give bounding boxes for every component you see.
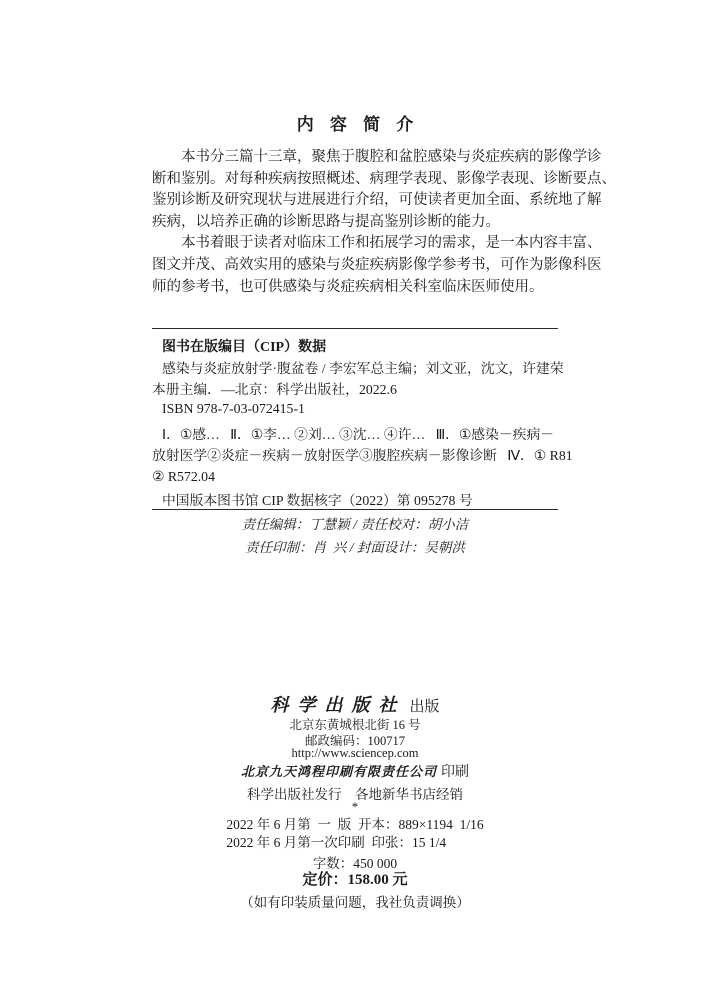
publisher-name: 科学出版社 (270, 695, 406, 715)
divider-rule-top (152, 328, 558, 329)
cip-record-number: 中国版本图书馆 CIP 数据核字（2022）第 095278 号 (162, 493, 473, 508)
edition-info (152, 816, 558, 852)
publisher-postal-code: 邮政编码：100717 (304, 734, 405, 748)
publisher-line (152, 691, 558, 717)
asterisk-separator: * (351, 799, 359, 814)
cip-entry-line: 感染与炎症放射学·腹盆卷 / 李宏军总主编；刘文亚，沈文，许建荣 (162, 361, 564, 376)
credit-print-design: 责任印制：肖 兴 / 封面设计：吴朝洪 (245, 539, 465, 555)
intro-paragraph-line: 断和鉴别。对每种疾病按照概述、病理学表现、影像学表现、诊断要点、 (152, 170, 616, 187)
printing-line: 2022 年 6 月第一次印刷 印张：15 1/4 (226, 834, 447, 850)
intro-paragraph-line: 鉴别诊断及研究现状与进展进行介绍，可使读者更加全面、系统地了解 (152, 192, 602, 209)
staff-credits (152, 514, 558, 559)
cip-classification-line: ② R572.04 (152, 469, 215, 484)
cip-classification-line: 放射医学②炎症－疾病－放射医学③腹腔疾病－影像诊断 Ⅳ．① R81 (152, 448, 573, 463)
publisher-address: 北京东黄城根北街 16 号 (289, 718, 421, 732)
intro-paragraph-line: 师的参考书，也可供感染与炎症疾病相关科室临床医师使用。 (152, 278, 544, 295)
content-summary-body (152, 147, 616, 298)
intro-paragraph-line: 本书着眼于读者对临床工作和拓展学习的需求，是一本内容丰富、 (181, 235, 602, 252)
cip-entry-line: 本册主编．—北京：科学出版社，2022.6 (152, 382, 397, 397)
price: 定价：158.00 元 (302, 872, 408, 888)
cip-classification (152, 424, 573, 487)
printer-name: 北京九天鸿程印刷有限责任公司 (240, 764, 437, 779)
content-summary-title: 内容简介 (296, 115, 430, 134)
cip-classification-line: Ⅰ．①感… Ⅱ．①李… ②刘… ③沈… ④许… Ⅲ．①感染－疾病－ (162, 427, 555, 442)
quality-guarantee-note: （如有印装质量问题，我社负责调换） (240, 895, 470, 910)
cip-heading: 图书在版编目（CIP）数据 (162, 340, 327, 355)
cip-entry (152, 358, 564, 400)
credit-editors: 责任编辑：丁慧颖 / 责任校对：胡小洁 (241, 517, 469, 532)
publisher-website: http://www.sciencep.com (291, 746, 419, 760)
print-label: 印刷 (441, 765, 469, 780)
intro-paragraph-line: 疾病，以培养正确的诊断思路与提高鉴别诊断的能力。 (152, 213, 500, 230)
intro-paragraph-line: 本书分三篇十三章，聚焦于腹腔和盆腔感染与炎症疾病的影像学诊 (181, 149, 602, 165)
printer-line (152, 761, 558, 781)
word-count: 字数：450 000 (312, 856, 398, 871)
isbn: ISBN 978-7-03-072415-1 (162, 401, 305, 416)
distribution-line: 科学出版社发行 各地新华书店经销 (247, 787, 463, 802)
divider-rule-bottom (152, 509, 558, 510)
publish-label: 出版 (409, 699, 440, 715)
edition-line: 2022 年 6 月第 一 版 开本：889×1194 1/16 (226, 817, 484, 832)
intro-paragraph-line: 图文并茂、高效实用的感染与炎症疾病影像学参考书，可作为影像科医 (152, 256, 602, 273)
